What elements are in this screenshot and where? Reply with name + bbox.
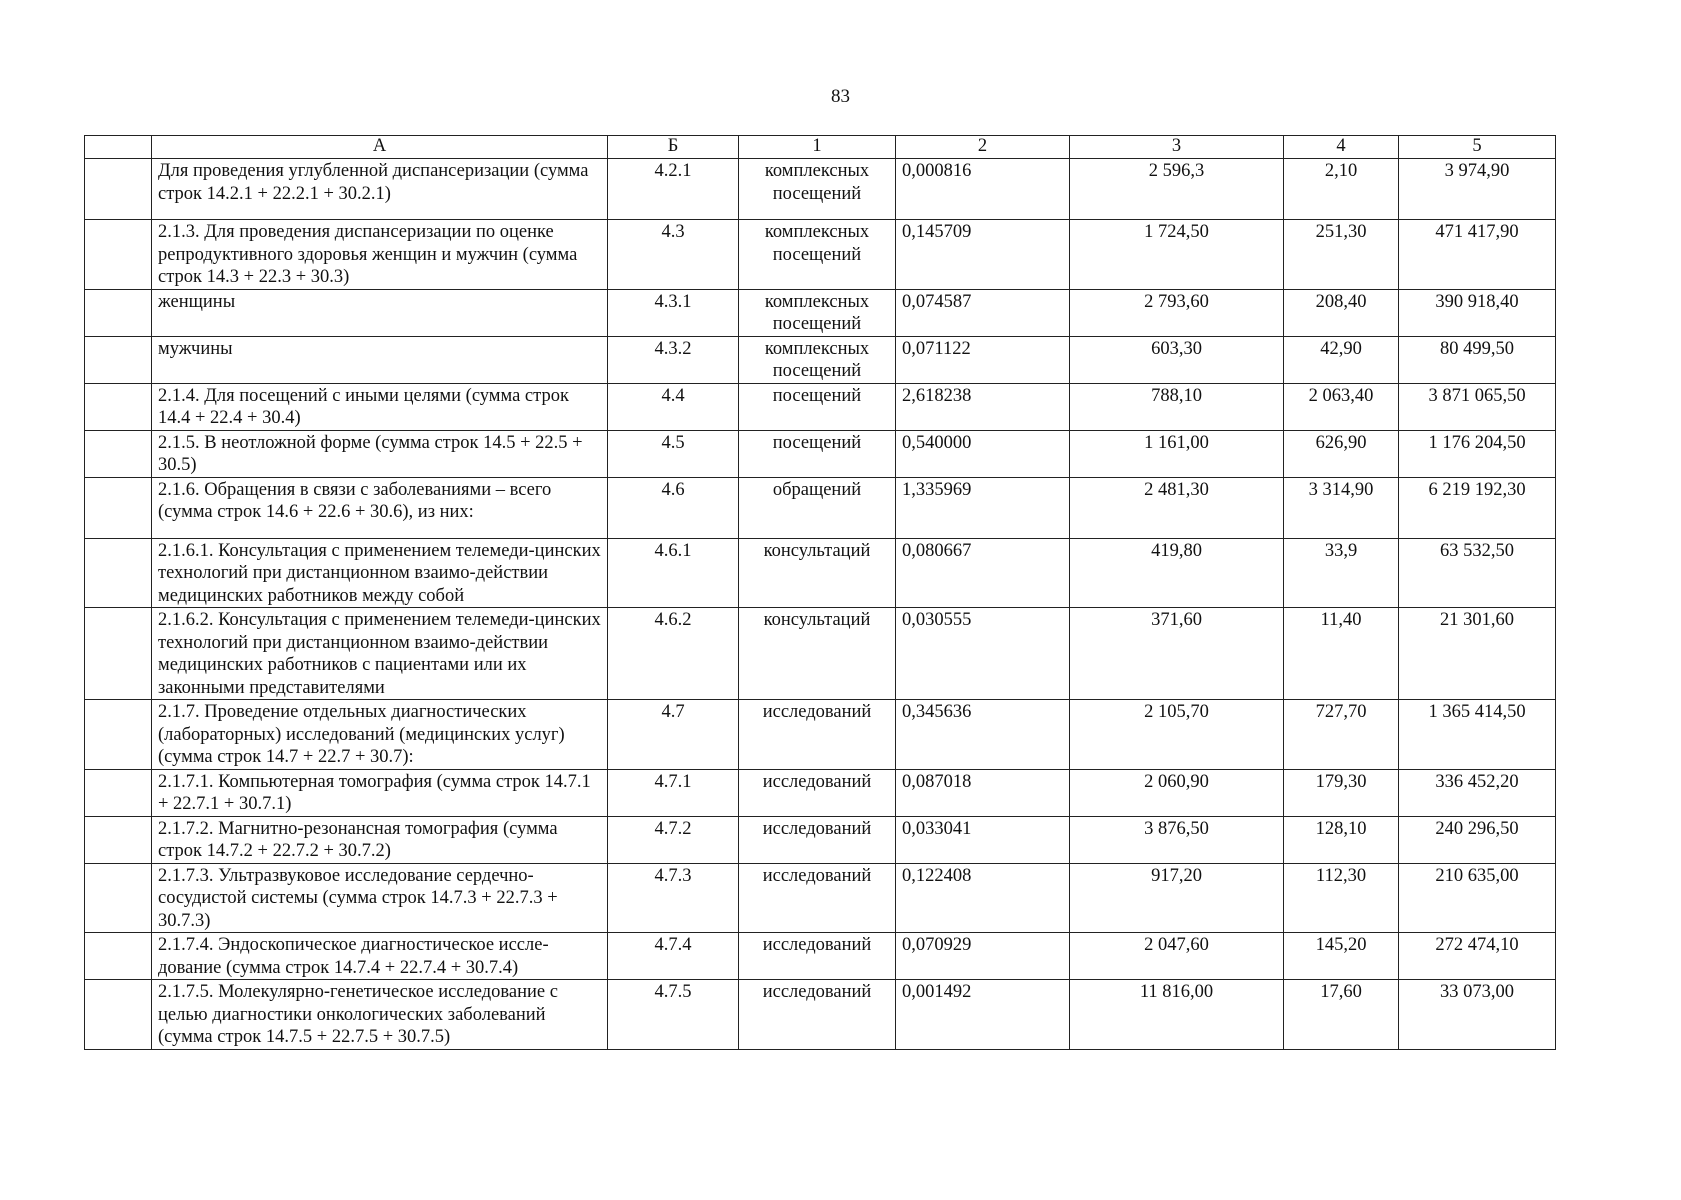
table-row — [85, 863, 1556, 933]
row-line-number: 4.7.3 — [608, 863, 739, 933]
row-normative: 0,070929 — [896, 933, 1070, 980]
header-col-1: 1 — [739, 136, 896, 159]
row-total: 336 452,20 — [1399, 769, 1556, 816]
row-description: 2.1.7.3. Ультразвуковое исследование сердечно-сосудистой системы (сумма строк 14.7.3 + 22.7.3 + 30.7.3) — [152, 863, 608, 933]
row-blank-cell — [85, 159, 152, 220]
row-blank-cell — [85, 430, 152, 477]
row-unit: исследований — [739, 816, 896, 863]
row-blank-cell — [85, 220, 152, 290]
table-row — [85, 980, 1556, 1050]
row-normative: 0,074587 — [896, 289, 1070, 336]
row-unit: консультаций — [739, 538, 896, 608]
row-total: 6 219 192,30 — [1399, 477, 1556, 538]
row-per-capita: 17,60 — [1284, 980, 1399, 1050]
row-unit: исследований — [739, 769, 896, 816]
row-normative: 0,000816 — [896, 159, 1070, 220]
row-normative: 1,335969 — [896, 477, 1070, 538]
row-per-capita: 42,90 — [1284, 336, 1399, 383]
row-unit: комплексных посещений — [739, 289, 896, 336]
header-blank — [85, 136, 152, 159]
row-normative: 0,540000 — [896, 430, 1070, 477]
table-row — [85, 336, 1556, 383]
row-per-capita: 2,10 — [1284, 159, 1399, 220]
row-cost: 419,80 — [1070, 538, 1284, 608]
row-normative: 0,071122 — [896, 336, 1070, 383]
row-normative: 0,122408 — [896, 863, 1070, 933]
row-total: 471 417,90 — [1399, 220, 1556, 290]
row-unit: исследований — [739, 933, 896, 980]
header-col-2: 2 — [896, 136, 1070, 159]
row-blank-cell — [85, 980, 152, 1050]
table-header-row — [85, 136, 1556, 159]
row-per-capita: 128,10 — [1284, 816, 1399, 863]
row-unit: комплексных посещений — [739, 220, 896, 290]
row-unit: комплексных посещений — [739, 336, 896, 383]
row-line-number: 4.6 — [608, 477, 739, 538]
header-col-4: 4 — [1284, 136, 1399, 159]
row-blank-cell — [85, 477, 152, 538]
row-per-capita: 626,90 — [1284, 430, 1399, 477]
row-unit: посещений — [739, 430, 896, 477]
row-blank-cell — [85, 383, 152, 430]
row-total: 390 918,40 — [1399, 289, 1556, 336]
row-description: 2.1.7. Проведение отдельных диагностических (лабораторных) исследований (медицинских услуг) (сумма строк 14.7 + 22.7 + 30.7): — [152, 700, 608, 770]
row-cost: 2 060,90 — [1070, 769, 1284, 816]
row-per-capita: 208,40 — [1284, 289, 1399, 336]
row-total: 272 474,10 — [1399, 933, 1556, 980]
table-row — [85, 933, 1556, 980]
row-normative: 0,087018 — [896, 769, 1070, 816]
row-cost: 3 876,50 — [1070, 816, 1284, 863]
row-cost: 11 816,00 — [1070, 980, 1284, 1050]
row-per-capita: 251,30 — [1284, 220, 1399, 290]
row-line-number: 4.5 — [608, 430, 739, 477]
row-blank-cell — [85, 816, 152, 863]
row-cost: 2 596,3 — [1070, 159, 1284, 220]
row-normative: 2,618238 — [896, 383, 1070, 430]
row-description: 2.1.7.2. Магнитно-резонансная томография (сумма строк 14.7.2 + 22.7.2 + 30.7.2) — [152, 816, 608, 863]
row-total: 240 296,50 — [1399, 816, 1556, 863]
row-total: 80 499,50 — [1399, 336, 1556, 383]
row-cost: 371,60 — [1070, 608, 1284, 700]
row-cost: 917,20 — [1070, 863, 1284, 933]
row-line-number: 4.3.1 — [608, 289, 739, 336]
header-col-3: 3 — [1070, 136, 1284, 159]
row-line-number: 4.7.5 — [608, 980, 739, 1050]
row-line-number: 4.7.1 — [608, 769, 739, 816]
row-blank-cell — [85, 289, 152, 336]
row-normative: 0,001492 — [896, 980, 1070, 1050]
row-blank-cell — [85, 608, 152, 700]
row-unit: исследований — [739, 700, 896, 770]
page-number: 83 — [831, 86, 850, 107]
row-line-number: 4.3 — [608, 220, 739, 290]
row-total: 63 532,50 — [1399, 538, 1556, 608]
row-description: 2.1.7.1. Компьютерная томография (сумма строк 14.7.1 + 22.7.1 + 30.7.1) — [152, 769, 608, 816]
row-per-capita: 727,70 — [1284, 700, 1399, 770]
table-row — [85, 220, 1556, 290]
row-total: 1 365 414,50 — [1399, 700, 1556, 770]
row-per-capita: 2 063,40 — [1284, 383, 1399, 430]
table-row — [85, 289, 1556, 336]
row-total: 3 871 065,50 — [1399, 383, 1556, 430]
row-line-number: 4.7.2 — [608, 816, 739, 863]
row-cost: 2 793,60 — [1070, 289, 1284, 336]
row-cost: 603,30 — [1070, 336, 1284, 383]
row-unit: исследований — [739, 863, 896, 933]
row-description: мужчины — [152, 336, 608, 383]
row-blank-cell — [85, 700, 152, 770]
row-normative: 0,145709 — [896, 220, 1070, 290]
row-normative: 0,345636 — [896, 700, 1070, 770]
row-blank-cell — [85, 863, 152, 933]
row-cost: 2 047,60 — [1070, 933, 1284, 980]
header-col-b: Б — [608, 136, 739, 159]
header-col-a: А — [152, 136, 608, 159]
row-total: 33 073,00 — [1399, 980, 1556, 1050]
services-table — [84, 135, 1556, 1050]
header-col-5: 5 — [1399, 136, 1556, 159]
row-description: 2.1.6. Обращения в связи с заболеваниями – всего (сумма строк 14.6 + 22.6 + 30.6), из них: — [152, 477, 608, 538]
row-per-capita: 11,40 — [1284, 608, 1399, 700]
row-normative: 0,033041 — [896, 816, 1070, 863]
row-cost: 1 161,00 — [1070, 430, 1284, 477]
row-blank-cell — [85, 933, 152, 980]
row-description: 2.1.7.5. Молекулярно-генетическое исследование с целью диагностики онкологических заболеваний (сумма строк 14.7.5 + 22.7.5 + 30.7.5) — [152, 980, 608, 1050]
table-body — [85, 159, 1556, 1050]
row-per-capita: 3 314,90 — [1284, 477, 1399, 538]
row-blank-cell — [85, 538, 152, 608]
row-blank-cell — [85, 336, 152, 383]
table-row — [85, 769, 1556, 816]
row-total: 3 974,90 — [1399, 159, 1556, 220]
row-blank-cell — [85, 769, 152, 816]
row-unit: посещений — [739, 383, 896, 430]
row-per-capita: 112,30 — [1284, 863, 1399, 933]
row-line-number: 4.3.2 — [608, 336, 739, 383]
row-description: женщины — [152, 289, 608, 336]
table-row — [85, 430, 1556, 477]
row-unit: исследований — [739, 980, 896, 1050]
row-cost: 1 724,50 — [1070, 220, 1284, 290]
table-row — [85, 159, 1556, 220]
row-cost: 2 481,30 — [1070, 477, 1284, 538]
row-total: 1 176 204,50 — [1399, 430, 1556, 477]
table-row — [85, 538, 1556, 608]
table-row — [85, 816, 1556, 863]
table-row — [85, 608, 1556, 700]
row-line-number: 4.6.1 — [608, 538, 739, 608]
row-unit: консультаций — [739, 608, 896, 700]
row-description: Для проведения углубленной диспансеризации (сумма строк 14.2.1 + 22.2.1 + 30.2.1) — [152, 159, 608, 220]
row-line-number: 4.6.2 — [608, 608, 739, 700]
row-line-number: 4.4 — [608, 383, 739, 430]
row-line-number: 4.7 — [608, 700, 739, 770]
row-description: 2.1.7.4. Эндоскопическое диагностическое иссле-дование (сумма строк 14.7.4 + 22.7.4 + 30.7.4) — [152, 933, 608, 980]
row-description: 2.1.5. В неотложной форме (сумма строк 14.5 + 22.5 + 30.5) — [152, 430, 608, 477]
table-row — [85, 477, 1556, 538]
table-row — [85, 383, 1556, 430]
row-description: 2.1.6.1. Консультация с применением телемеди-цинских технологий при дистанционном взаимо-действии медицинских работников между собой — [152, 538, 608, 608]
row-line-number: 4.7.4 — [608, 933, 739, 980]
row-per-capita: 145,20 — [1284, 933, 1399, 980]
row-cost: 2 105,70 — [1070, 700, 1284, 770]
row-unit: обращений — [739, 477, 896, 538]
row-per-capita: 179,30 — [1284, 769, 1399, 816]
row-description: 2.1.3. Для проведения диспансеризации по оценке репродуктивного здоровья женщин и мужчин (сумма строк 14.3 + 22.3 + 30.3) — [152, 220, 608, 290]
row-cost: 788,10 — [1070, 383, 1284, 430]
row-total: 210 635,00 — [1399, 863, 1556, 933]
table-row — [85, 700, 1556, 770]
row-description: 2.1.6.2. Консультация с применением телемеди-цинских технологий при дистанционном взаимо-действии медицинских работников с пациентами или их законными представителями — [152, 608, 608, 700]
row-total: 21 301,60 — [1399, 608, 1556, 700]
row-line-number: 4.2.1 — [608, 159, 739, 220]
row-normative: 0,080667 — [896, 538, 1070, 608]
row-unit: комплексных посещений — [739, 159, 896, 220]
row-normative: 0,030555 — [896, 608, 1070, 700]
row-description: 2.1.4. Для посещений с иными целями (сумма строк 14.4 + 22.4 + 30.4) — [152, 383, 608, 430]
row-per-capita: 33,9 — [1284, 538, 1399, 608]
